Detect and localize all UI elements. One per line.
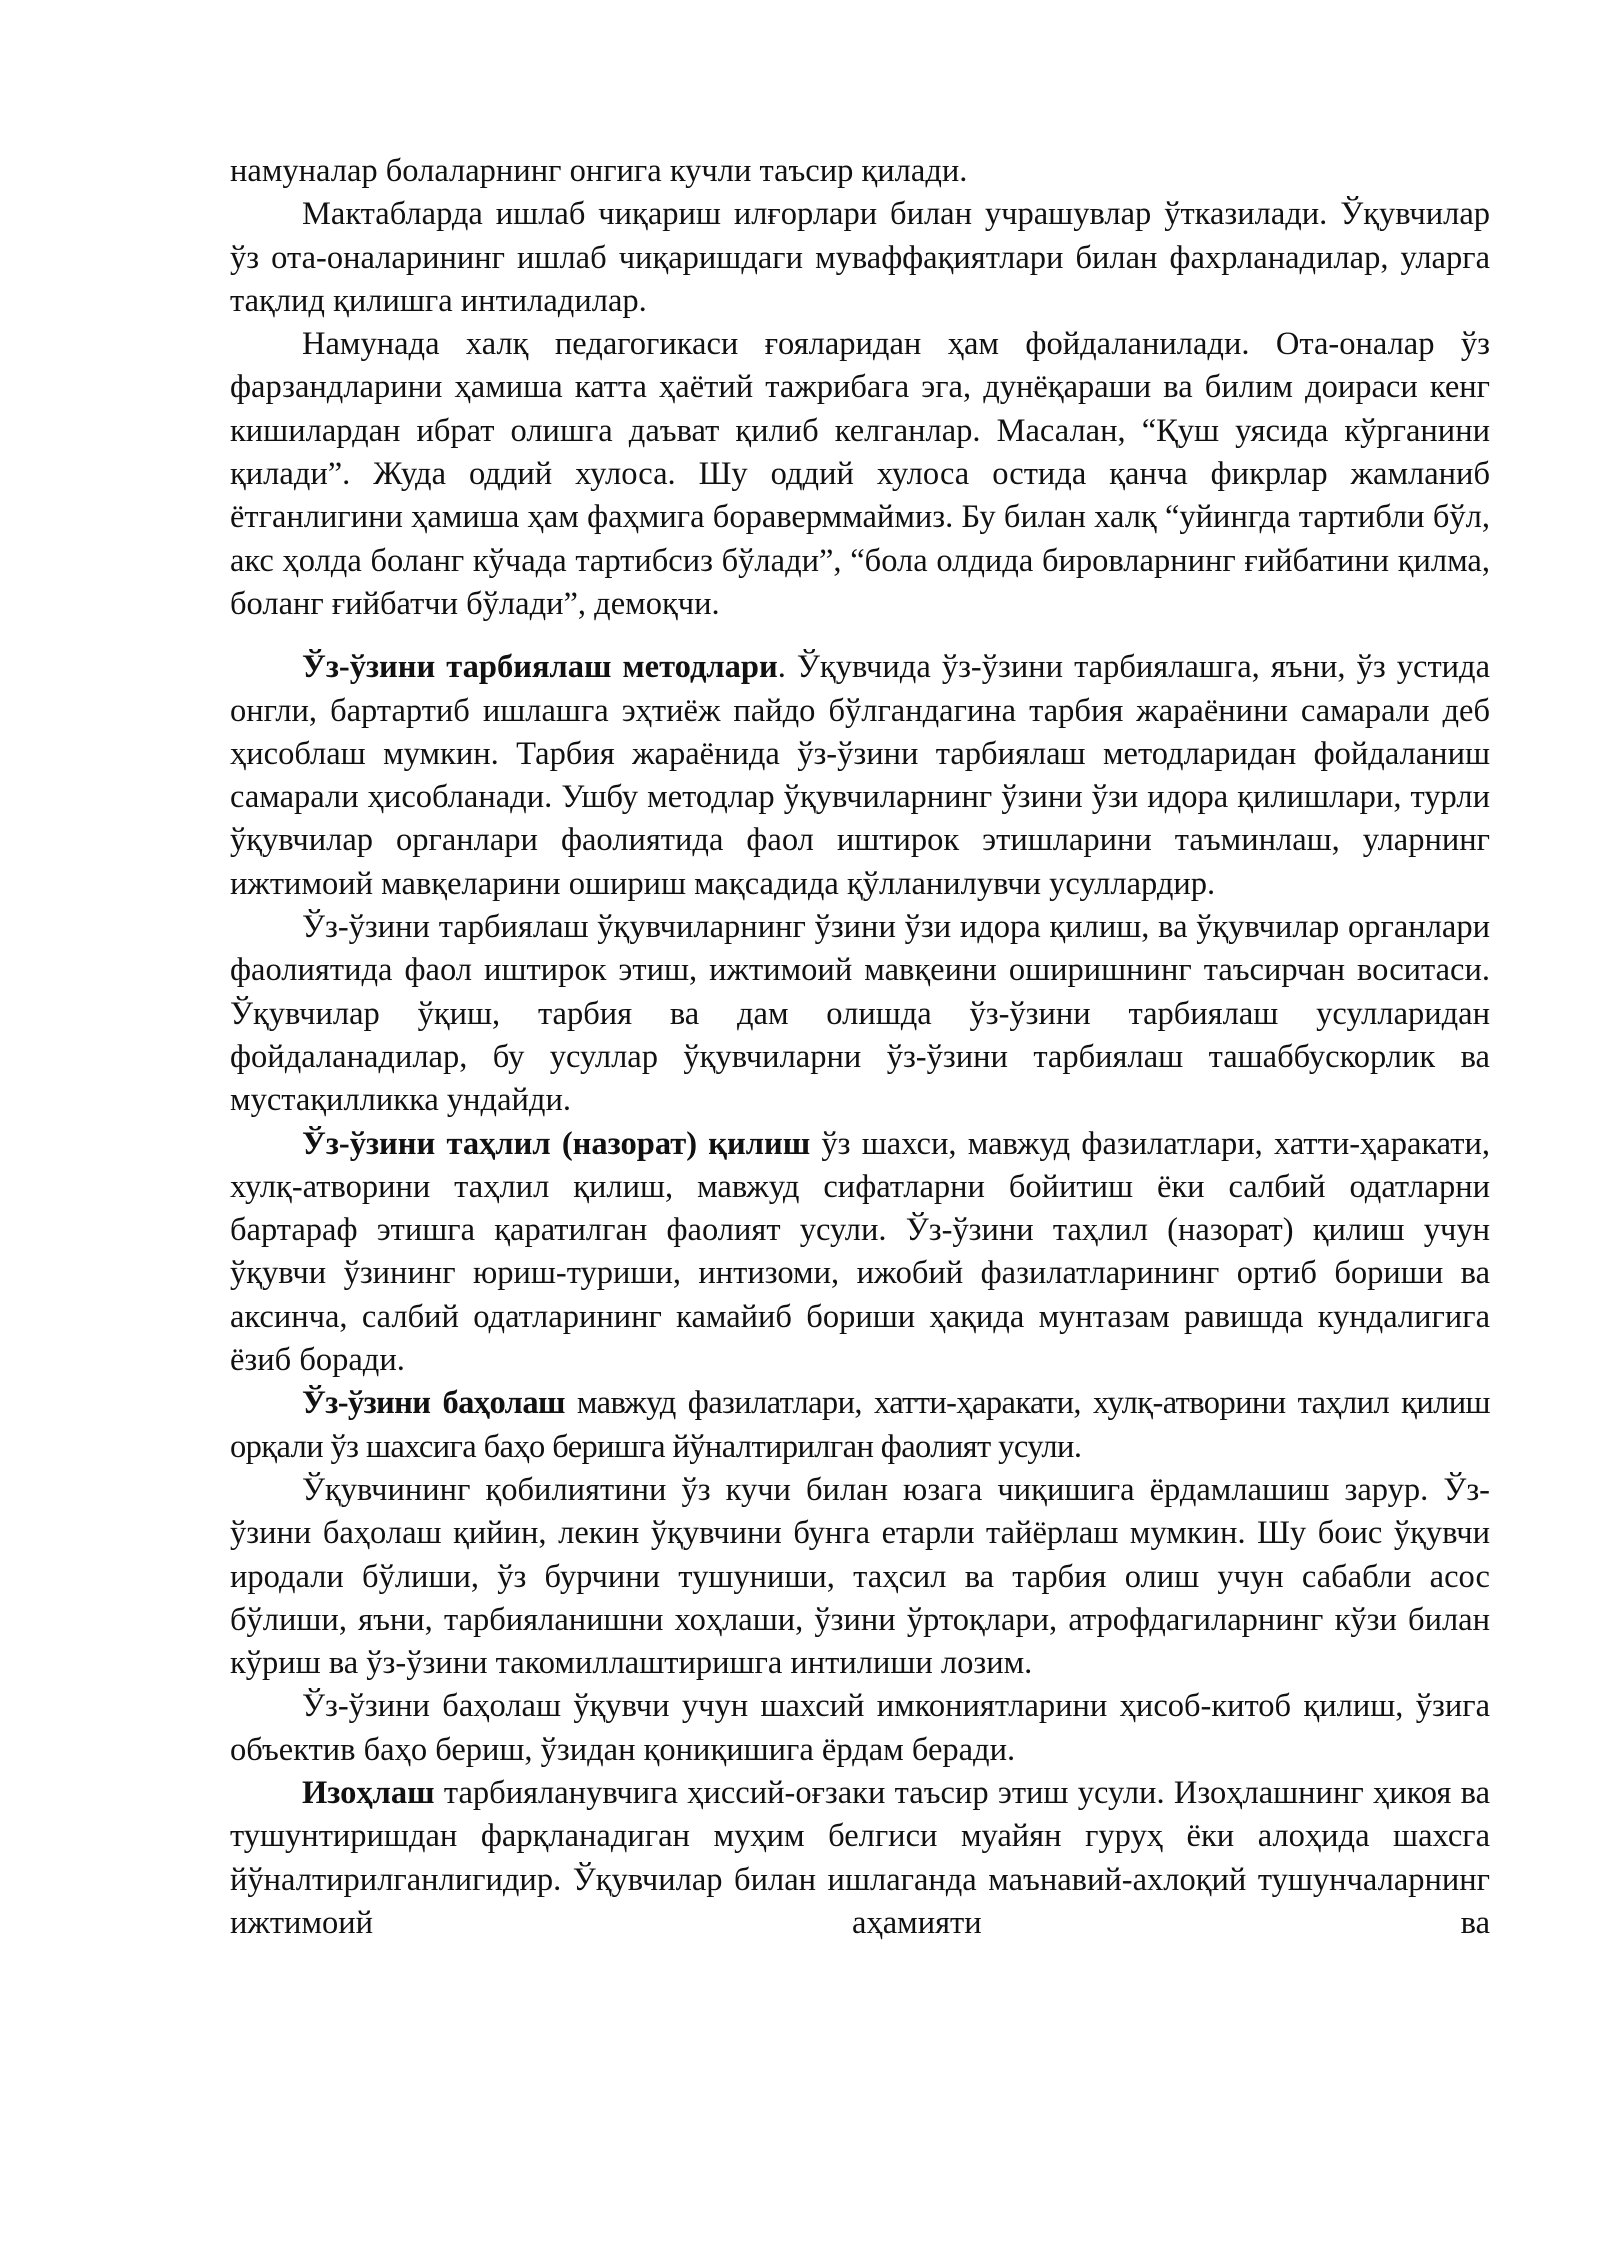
text-run: . Ўқувчида ўз-ўзини тарбиялашга, яъни, ўз устида онгли, бартартиб ишлашга эҳтиёж пайдо бўлгандагина тарбия жараёнини самарали деб ҳисоблаш мумкин. Тарбия жараёнида ўз-ўзини тарбиялаш методларидан фойдаланиш самарали ҳисобланади. Ушбу методлар ўқувчиларнинг ўзини ўзи идора қилишлари, турли ўқувчилар органлари фаолиятида фаол иштирок этишларини таъминлаш, уларнинг ижтимоий мавқеларини ошириш мақсадида қўлланилувчи усуллардир. [230,649,1490,902]
term-heading: Ўз-ўзини баҳолаш [302,1385,565,1422]
paragraph-9 [230,1685,1490,1772]
document-page [230,150,1490,1945]
text-run: Ўз-ўзини тарбиялаш ўқувчиларнинг ўзини ўзи идора қилиш, ва ўқувчилар органлари фаолиятида фаол иштирок этиш, ижтимоий мавқеини оширишнинг таъсирчан воситаси. Ўқувчилар ўқиш, тарбия ва дам олишда ўз-ўзини тарбиялаш усулларидан фойдаланадилар, бу усуллар ўқувчиларни ўз-ўзини тарбиялаш ташаббускорлик ва мустақилликка ундайди. [230,909,1490,1119]
paragraph-1 [230,150,1490,193]
text-run: мавжуд фазилатлари, хатти-ҳаракати, хулқ-атворини таҳлил қилиш орқали ўз шахсига баҳо беришга йўналтирилган фаолият усули. [230,1385,1490,1465]
paragraph-5 [230,906,1490,1122]
text-run: Мактабларда ишлаб чиқариш илғорлари билан учрашувлар ўтказилади. Ўқувчилар ўз ота-оналарининг ишлаб чиқаришдаги муваффақиятлари билан фахрланадилар, уларга тақлид қилишга интиладилар. [230,196,1490,319]
paragraph-10 [230,1772,1490,1945]
paragraph-8 [230,1469,1490,1685]
text-run: ўз шахси, мавжуд фазилатлари, хатти-ҳаракати, хулқ-атворини таҳлил қилиш, мавжуд сифатларни бойитиш ёки салбий одатларни бартараф этишга қаратилган фаолият усули. Ўз-ўзини таҳлил (назорат) қилиш учун ўқувчи ўзининг юриш-туриши, интизоми, ижобий фазилатларининг ортиб бориши ва аксинча, салбий одатларининг камайиб бориши ҳақида мунтазам равишда кундалигига ёзиб боради. [230,1125,1490,1379]
text-run: намуналар болаларнинг онгига кучли таъсир қилади. [230,153,968,189]
paragraph-4 [230,646,1490,906]
term-heading: Ўз-ўзини тарбиялаш методлари [302,649,778,686]
text-run: Ўз-ўзини баҳолаш ўқувчи учун шахсий имкониятларини ҳисоб-китоб қилиш, ўзига объектив баҳо бериш, ўзидан қониқишига ёрдам беради. [230,1688,1490,1768]
paragraph-3 [230,323,1490,626]
paragraph-7 [230,1382,1490,1469]
text-run: тарбияланувчига ҳиссий-оғзаки таъсир этиш усули. Изоҳлашнинг ҳикоя ва тушунтиришдан фарқланадиган муҳим белгиси муайян гуруҳ ёки алоҳида шахсга йўналтирилганлигидир. Ўқувчилар билан ишлаганда маънавий-ахлоқий тушунчаларнинг ижтимоий аҳамияти ва [230,1774,1490,1941]
text-run: Намунада халқ педагогикаси ғояларидан ҳам фойдаланилади. Ота-оналар ўз фарзандларини ҳамиша катта ҳаётий тажрибага эга, дунёқараши ва билим доираси кенг кишилардан ибрат олишга даъват қилиб келганлар. Масалан, “Қуш уясида кўрганини қилади”. Жуда оддий хулоса. Шу оддий хулоса остида қанча фикрлар жамланиб ётганлигини ҳамиша ҳам фаҳмига бораверммаймиз. Бу билан халқ “уйингда тартибли бўл, акс ҳолда боланг кўчада тартибсиз бўлади”, “бола олдида бировларнинг ғийбатини қилма, боланг ғийбатчи бўлади”, демоқчи. [230,326,1490,622]
text-run: Ўқувчининг қобилиятини ўз кучи билан юзага чиқишига ёрдамлашиш зарур. Ўз-ўзини баҳолаш қийин, лекин ўқувчини бунга етарли тайёрлаш мумкин. Шу боис ўқувчи иродали бўлиши, ўз бурчини тушуниши, таҳсил ва тарбия олиш учун сабабли асос бўлиши, яъни, тарбияланишни хоҳлаши, ўзини ўртоқлари, атрофдагиларнинг кўзи билан кўриш ва ўз-ўзини такомиллаштиришга интилиши лозим. [230,1471,1490,1682]
term-heading: Изоҳлаш [302,1774,435,1811]
term-heading: Ўз-ўзини таҳлил (назорат) қилиш [302,1125,811,1162]
paragraph-2 [230,193,1490,323]
paragraph-6 [230,1123,1490,1383]
